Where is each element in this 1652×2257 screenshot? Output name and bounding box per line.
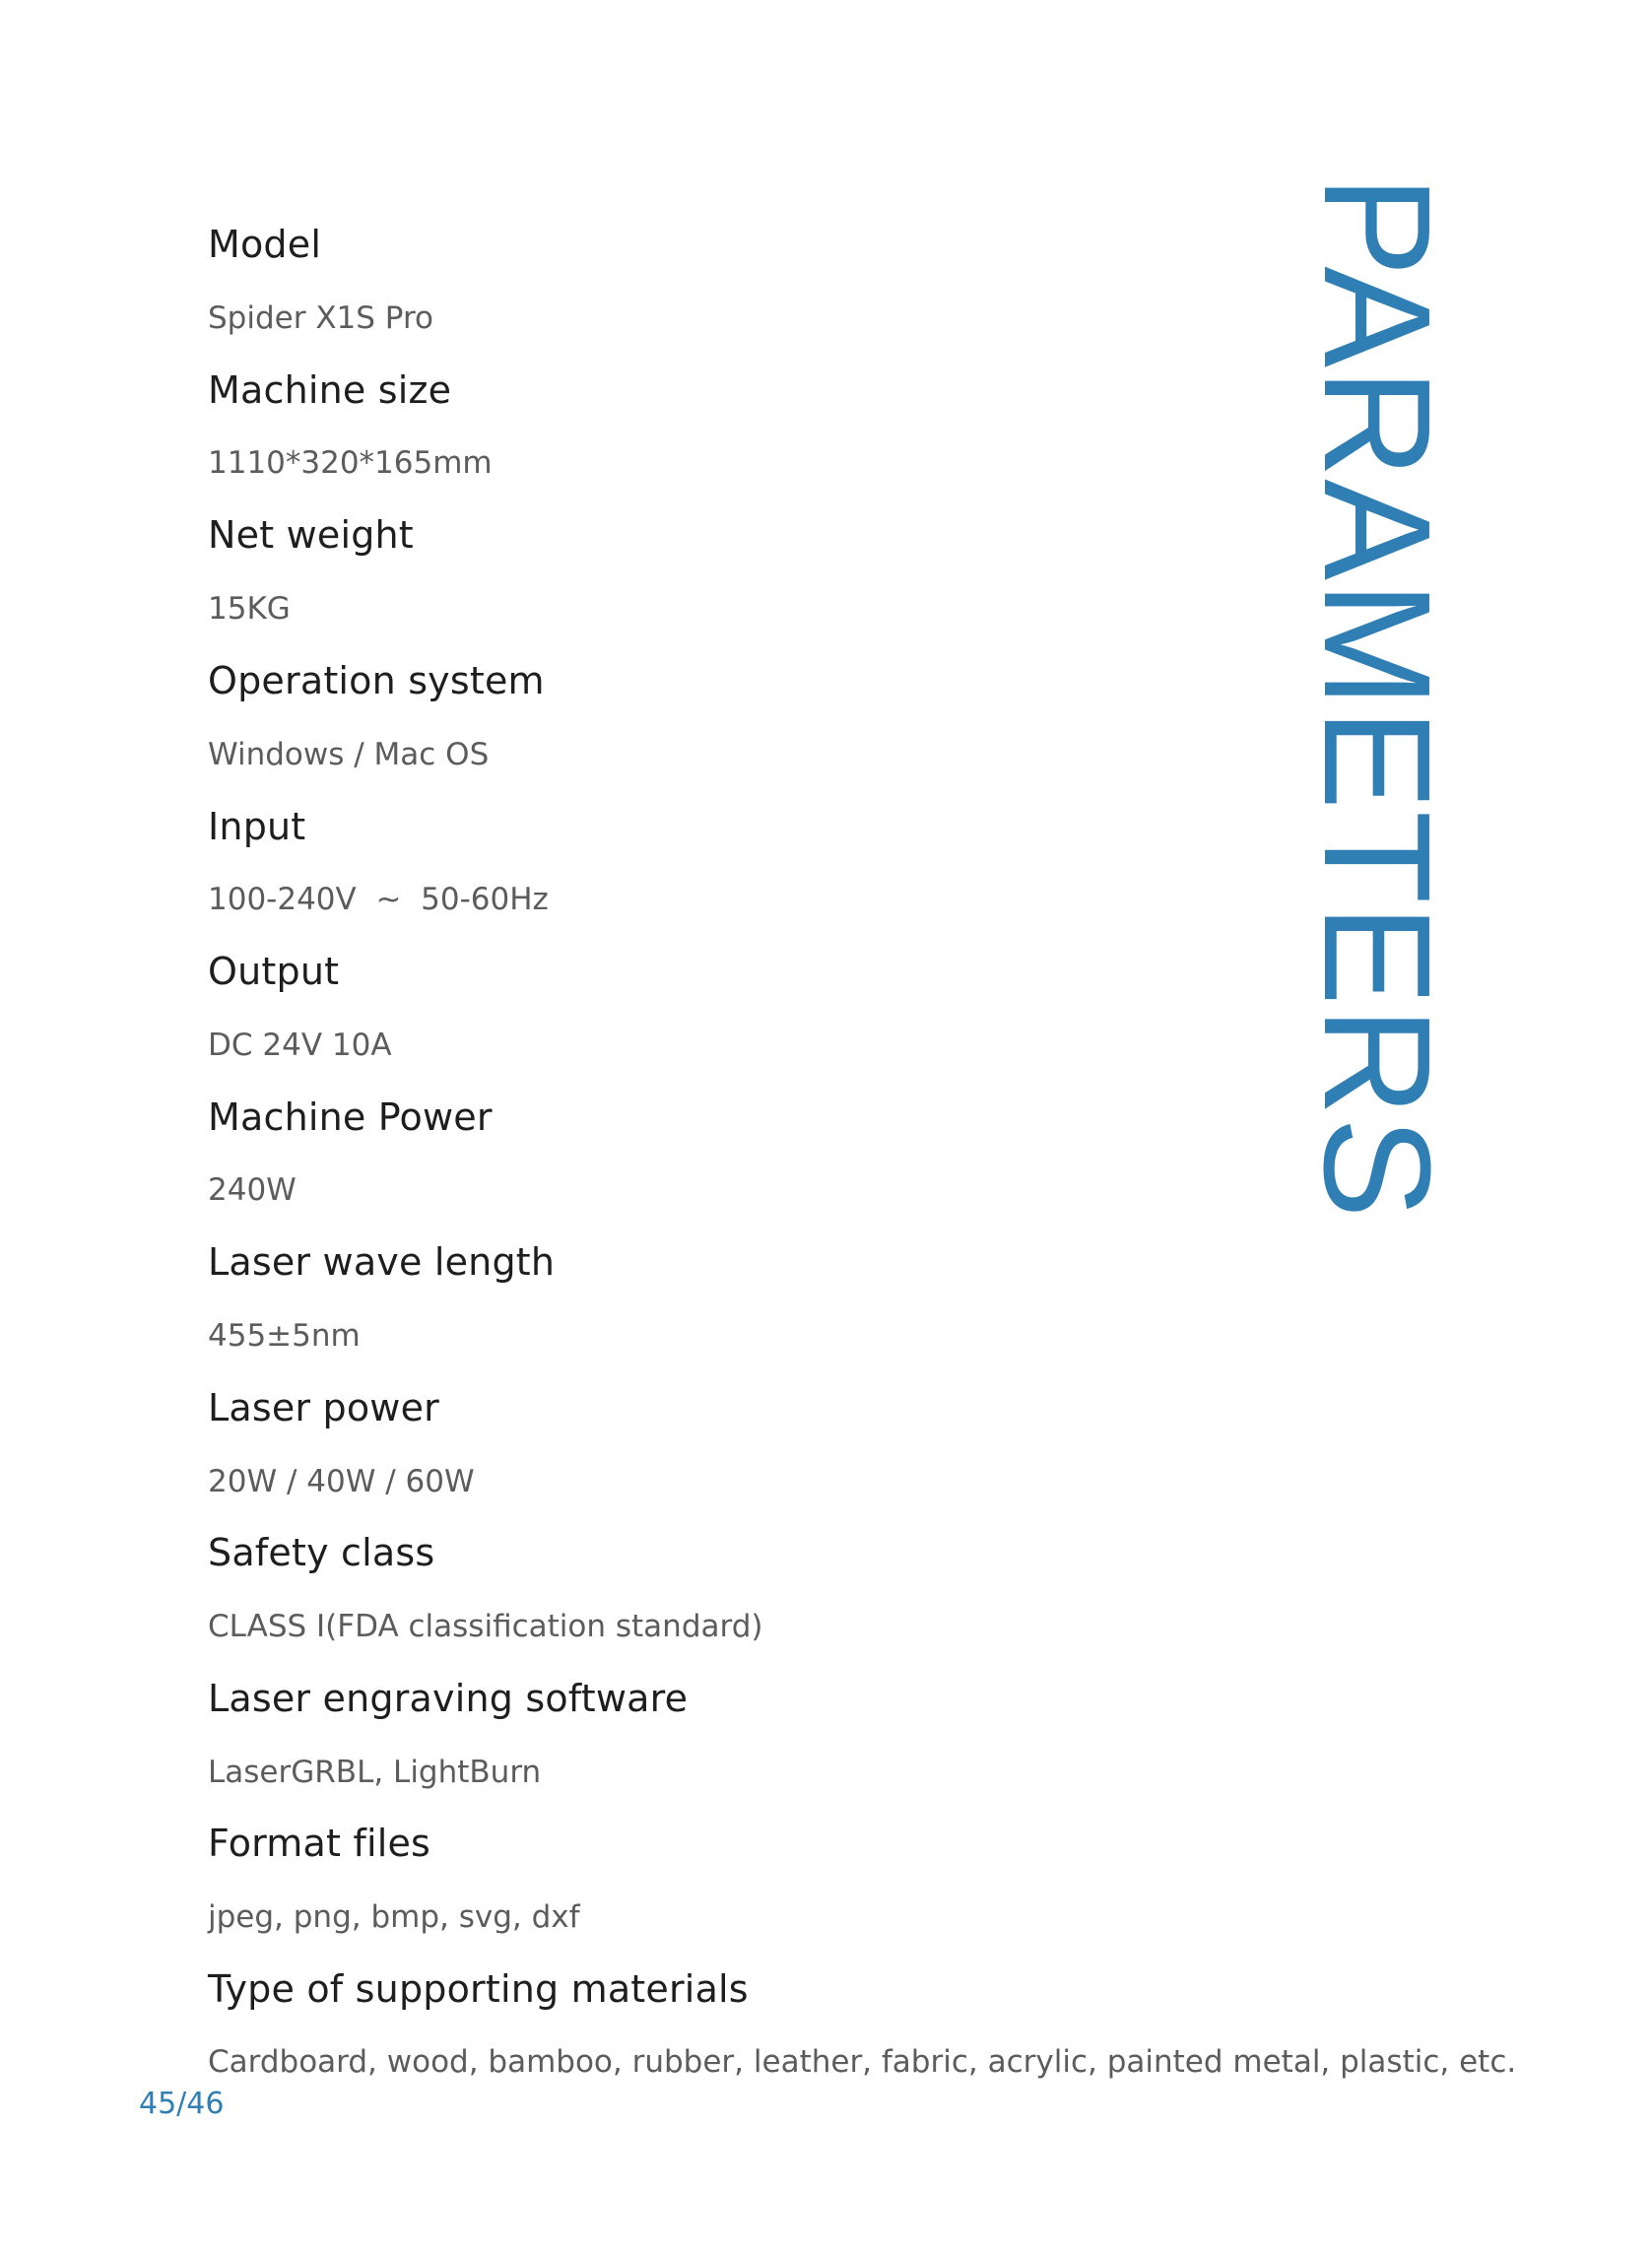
param-value-supporting-materials: Cardboard, wood, bamboo, rubber, leather, fabric, acrylic, painted metal, plastic, etc. [208, 2044, 1517, 2080]
page-number: 45/46 [139, 2087, 225, 2121]
param-value-operation-system: Windows / Mac OS [208, 737, 490, 772]
param-value-format-files: jpeg, png, bmp, svg, dxf [208, 1899, 580, 1935]
param-label-machine-size: Machine size [208, 368, 452, 412]
param-label-net-weight: Net weight [208, 513, 414, 557]
param-label-laser-power: Laser power [208, 1386, 439, 1429]
param-value-machine-power: 240W [208, 1172, 297, 1208]
param-value-output: DC 24V 10A [208, 1028, 392, 1063]
param-value-input: 100-240V ~ 50-60Hz [208, 882, 549, 917]
param-label-safety-class: Safety class [208, 1531, 435, 1574]
param-label-laser-wave-length: Laser wave length [208, 1240, 556, 1284]
param-value-model: Spider X1S Pro [208, 300, 433, 336]
param-label-output: Output [208, 950, 340, 993]
param-value-laser-engraving-software: LaserGRBL, LightBurn [208, 1755, 542, 1790]
param-value-net-weight: 15KG [208, 591, 291, 627]
param-label-operation-system: Operation system [208, 659, 545, 702]
param-value-machine-size: 1110*320*165mm [208, 445, 493, 481]
param-label-laser-engraving-software: Laser engraving software [208, 1677, 689, 1720]
param-value-laser-wave-length: 455±5nm [208, 1318, 361, 1354]
param-label-input: Input [208, 805, 306, 848]
param-value-laser-power: 20W / 40W / 60W [208, 1464, 475, 1499]
param-value-safety-class: CLASS I(FDA classification standard) [208, 1609, 763, 1644]
page-title: PARAMETERS [1292, 175, 1462, 1220]
param-label-model: Model [208, 223, 322, 266]
param-label-supporting-materials: Type of supporting materials [208, 1967, 749, 2011]
param-label-format-files: Format files [208, 1822, 431, 1865]
param-label-machine-power: Machine Power [208, 1095, 493, 1139]
